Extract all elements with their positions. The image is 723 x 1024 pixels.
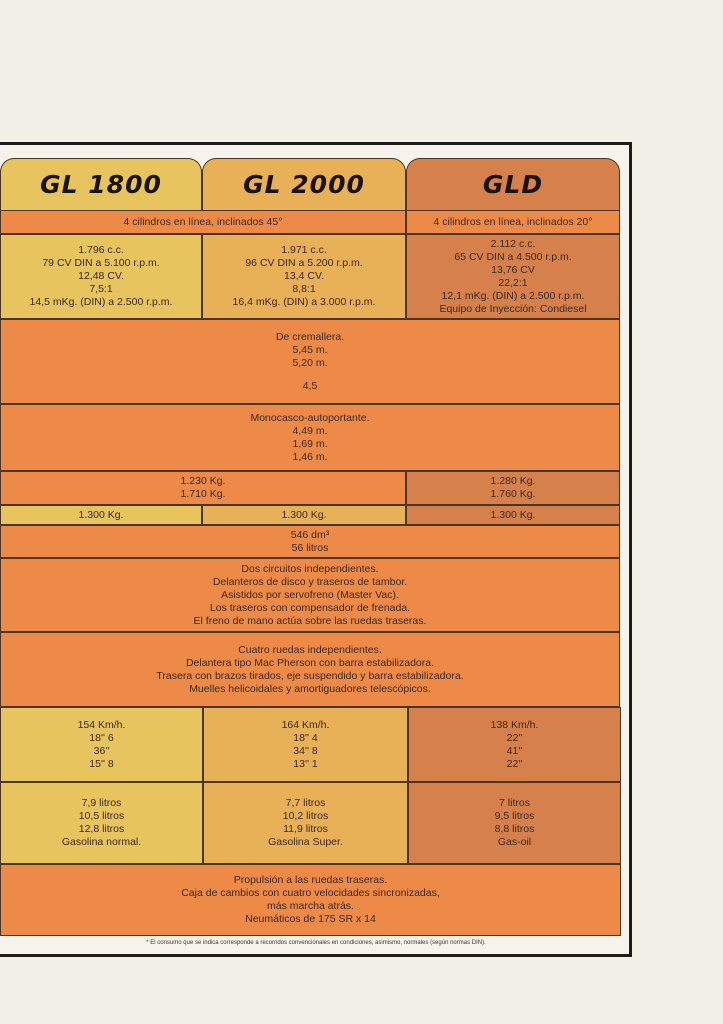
capacity-specs [0,525,620,558]
engine-layout-gasoline [0,210,406,234]
spec-line: Asistidos por servofreno (Master Vac). [221,588,399,601]
tab-gl2000 [202,158,406,210]
transmission-specs [0,864,621,936]
consumption-gl1800 [0,782,203,864]
tow-weight-gl1800 [0,505,202,525]
tow-weight-gl2000 [202,505,406,525]
model-title-gl1800: GL 1800 [40,170,162,199]
spec-line: 79 CV DIN a 5.100 r.p.m. [42,257,160,269]
spec-line: Delantera tipo Mac Pherson con barra estabilizadora. [185,656,435,669]
spec-line: 12,1 mKg. (DIN) a 2.500 r.p.m. [441,289,585,302]
brakes-specs [0,558,620,632]
engine-specs-gl2000 [202,234,406,319]
spec-line: Monocasco-autoportante. [250,411,370,424]
performance-gld [408,707,621,782]
spec-line: 65 CV DIN a 4.500 r.p.m. [454,250,572,263]
spec-line: 5,45 m. [292,343,328,356]
weights-gasoline [0,471,406,505]
spec-line: 13'' 1 [293,757,318,770]
engine-specs-gl1800 [0,234,202,319]
spec-line: 8,8:1 [292,283,316,295]
engine-layout-gld [406,210,620,234]
spec-line: 1,69 m. [292,437,328,450]
spec-line: 4,49 m. [292,424,328,437]
spec-line: 2.112 c.c. [490,237,536,250]
spec-line: 9,5 litros [494,810,535,822]
spec-line: 164 Km/h. [281,718,330,731]
spec-line: 22'' [506,757,523,770]
spec-line: 18'' 4 [293,731,318,744]
spec-line: más marcha atrás. [267,900,354,912]
model-title-gl2000: GL 2000 [243,170,365,199]
spec-line: 22'' [506,731,523,744]
spec-line: 1.710 Kg. [180,488,226,500]
spec-line: 7,5:1 [89,283,113,295]
tab-gl1800 [0,158,202,210]
spec-line: 8,8 litros [494,823,535,835]
spec-line: 1.300 Kg. [281,508,327,521]
tab-gld [406,158,620,210]
spec-line: 12,8 litros [78,823,125,835]
footnote: * El consumo que se indica corresponde a recorridos convencionales en condiciones, asimismo, normales (según normas DIN). [146,940,486,946]
spec-line: De cremallera. [275,330,345,343]
suspension-specs [0,632,620,707]
weights-gld [406,471,620,505]
spec-line: 1.300 Kg. [490,508,536,521]
spec-line: 18'' 6 [89,731,114,744]
spec-line: 1.230 Kg. [180,475,226,487]
spec-line: Neumáticos de 175 SR x 14 [245,913,376,925]
spec-line: 1.760 Kg. [490,488,536,500]
tow-weight-gld [406,505,620,525]
spec-line: Trasera con brazos tirados, eje suspendido y barra estabilizadora. [156,669,464,682]
spec-line: 15'' 8 [89,757,114,770]
body-specs [0,404,620,471]
consumption-gld [408,782,621,864]
spec-line: 1.971 c.c. [281,244,327,256]
spec-line: 96 CV DIN a 5.200 r.p.m. [245,257,363,269]
spec-line: Equipo de Inyección: Condiesel [439,302,587,315]
spec-line: Dos circuitos independientes. [241,562,379,575]
spec-line: 10,2 litros [282,810,329,822]
spec-line: 1.796 c.c. [78,244,124,256]
spec-line: 13,76 CV [491,263,535,276]
spec-line: 1,46 m. [292,450,328,463]
spec-line: 13,4 CV. [284,270,324,282]
spec-line: 56 litros [291,541,329,554]
spec-line: 11,9 litros [283,823,328,835]
spec-line: 138 Km/h. [490,718,539,731]
engine-layout-text: 4 cilindros en línea, inclinados 20° [433,215,593,228]
spec-line: Cuatro ruedas independientes. [238,643,382,656]
spec-line: 16,4 mKg. (DIN) a 3.000 r.p.m. [232,296,376,308]
spec-line: Gasolina normal. [61,836,142,848]
spec-line: 41'' [506,744,523,757]
spec-line: Muelles helicoidales y amortiguadores telescópicos. [189,682,431,695]
spec-line: Los traseros con compensador de frenada. [209,601,411,614]
spec-line: Gas-oil [497,836,532,848]
spec-line: 34'' 8 [293,744,318,757]
consumption-gl2000 [203,782,408,864]
engine-specs-gld [406,234,620,319]
steering-specs [0,319,620,404]
spec-line: 7,9 litros [81,797,122,809]
spec-line: Delanteros de disco y traseros de tambor. [212,575,408,588]
performance-gl2000 [203,707,408,782]
spec-line: 1.300 Kg. [78,508,124,521]
spec-line: 154 Km/h. [77,718,126,731]
spec-line: El freno de mano actúa sobre las ruedas traseras. [193,614,427,627]
model-title-gld: GLD [482,170,544,199]
spec-line: 1.280 Kg. [490,475,536,487]
spec-line: 22,2:1 [498,276,528,289]
spec-line: Propulsión a las ruedas traseras. [233,874,388,886]
spec-line: 36'' [93,744,110,757]
spec-line: 12,48 CV. [78,270,124,282]
spec-line: 7 litros [499,797,530,809]
spec-line: 7,7 litros [285,797,326,809]
spec-line: 14,5 mKg. (DIN) a 2.500 r.p.m. [29,296,173,308]
performance-gl1800 [0,707,203,782]
spec-line: 5,20 m. [292,356,328,369]
spec-line: 4,5 [302,379,318,392]
engine-layout-text: 4 cilindros en línea, inclinados 45° [123,215,283,228]
spec-line: Caja de cambios con cuatro velocidades sincronizadas, [181,887,440,899]
spec-line: 10,5 litros [78,810,125,822]
spec-line: 546 dm³ [290,528,330,541]
spec-line: Gasolina Super. [268,836,343,848]
